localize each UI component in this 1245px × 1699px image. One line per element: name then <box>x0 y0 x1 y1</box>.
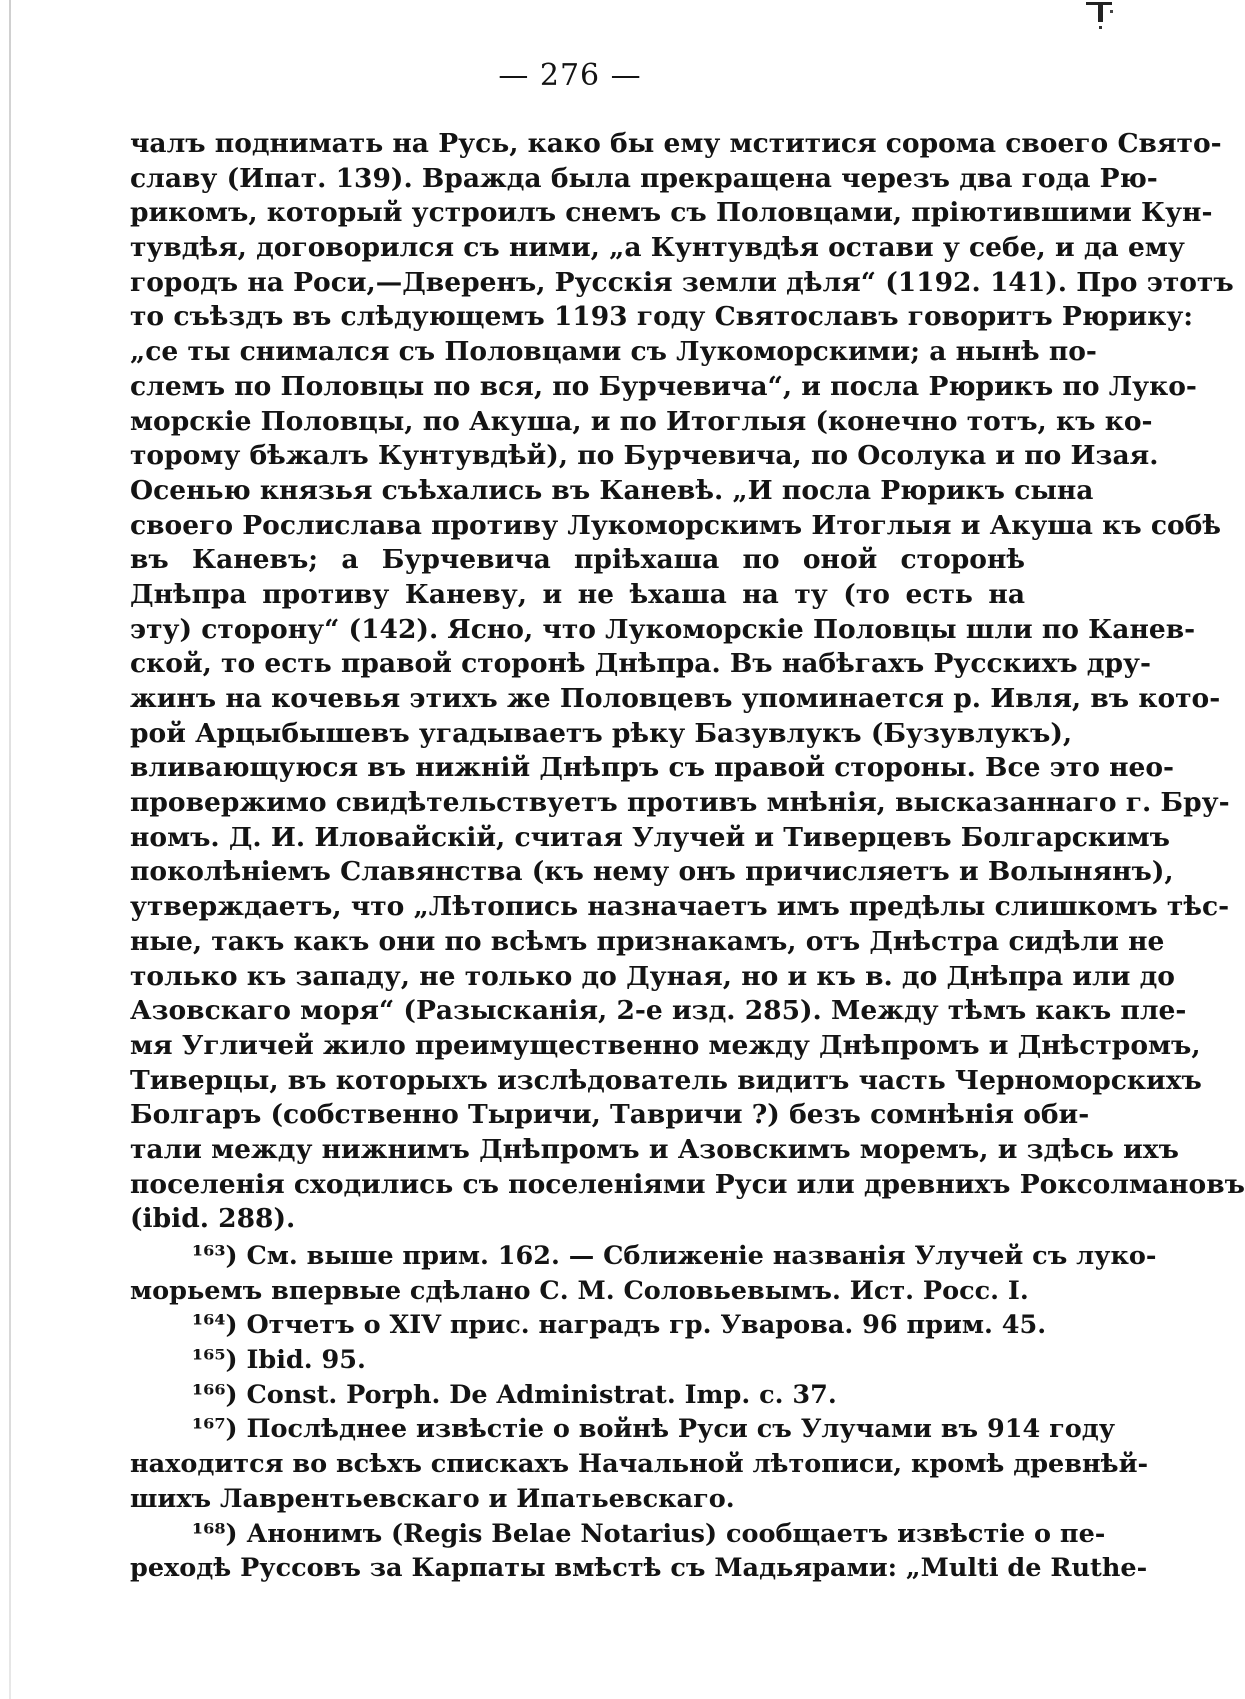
text-line: провержимо свидѣтельствуетъ противъ мнѣнія, высказаннаго г. Бру- <box>130 787 1230 819</box>
text-line: поколѣніемъ Славянства (къ нему онъ причисляетъ и Волынянъ), <box>130 856 1174 888</box>
text-line: слемъ по Половцы по вся, по Бурчевича“, и посла Рюрикъ по Луко- <box>130 370 1197 402</box>
text-line: ской, то есть правой сторонѣ Днѣпра. Въ набѣгахъ Русскихъ дру- <box>130 648 1151 680</box>
text-line: утверждаетъ, что „Лѣтопись назначаетъ имъ предѣлы слишкомъ тѣс- <box>130 891 1230 923</box>
page-number: — 276 — <box>498 58 642 93</box>
text-line: славу (Ипат. 139). Вражда была прекращена черезъ два года Рю- <box>130 162 1158 194</box>
text-line: торому бѣжалъ Кунтувдѣй), по Бурчевича, по Осолука и по Изая. <box>130 440 1159 472</box>
text-line: мя Угличей жило преимущественно между Днѣпромъ и Днѣстромъ, <box>130 1029 1201 1061</box>
text-line: номъ. Д. И. Иловайскій, считая Улучей и Тиверцевъ Болгарскимъ <box>130 821 1171 853</box>
text-line: (ibid. 288). <box>130 1203 296 1235</box>
footnote-line: ¹⁶⁵) Ibid. 95. <box>192 1345 366 1376</box>
footnote-line: ¹⁶⁶) Const. Porph. De Administrat. Imp. c. 37. <box>192 1379 837 1410</box>
footnote-line: ¹⁶⁷) Послѣднее извѣстіе о войнѣ Руси съ Улучами въ 914 году <box>192 1414 1116 1445</box>
text-line: Азовскаго моря“ (Разысканія, 2-е изд. 285). Между тѣмъ какъ пле- <box>130 995 1187 1027</box>
print-corner-mark <box>1080 0 1120 40</box>
footnote-line: ¹⁶⁸) Анонимъ (Regis Belae Notarius) сообщаетъ извѣстіе о пе- <box>192 1518 1106 1549</box>
text-line: Болгаръ (собственно Тыричи, Тавричи ?) безъ сомнѣнія оби- <box>130 1099 1090 1131</box>
text-line: „се ты снимался съ Половцами съ Лукоморскими; а нынѣ по- <box>130 336 1097 368</box>
text-line: чалъ поднимать на Русь, како бы ему мститися сорома своего Свято- <box>130 128 1222 159</box>
text-line: Осенью князья съѣхались въ Каневѣ. „И посла Рюрикъ сына <box>130 474 1094 506</box>
text-line: тали между нижнимъ Днѣпромъ и Азовскимъ моремъ, и здѣсь ихъ <box>130 1133 1179 1165</box>
text-line: Днѣпра противу Каневу, и не ѣхаша на ту (то есть на <box>130 578 1025 610</box>
text-line: вливающуюся въ нижній Днѣпръ съ правой стороны. Все это нео- <box>130 752 1175 784</box>
text-line: Тиверцы, въ которыхъ изслѣдователь видитъ часть Черноморскихъ <box>130 1064 1202 1096</box>
text-line: рой Арцыбышевъ угадываетъ рѣку Базувлукъ (Бузувлукъ), <box>130 717 1073 749</box>
text-line: городъ на Роси,—Дверенъ, Русскія земли дѣля“ (1192. 141). Про этотъ <box>130 266 1234 298</box>
text-line: своего Рослислава противу Лукоморскимъ Итоглыя и Акуша къ собѣ <box>130 509 1221 541</box>
page-edge-shadow <box>9 0 11 1699</box>
footnote-line: ¹⁶⁴) Отчетъ о XIV прис. наградъ гр. Уварова. 96 прим. 45. <box>192 1310 1047 1341</box>
main-text-block <box>130 127 1245 1586</box>
text-line: жинъ на кочевья этихъ же Половцевъ упоминается р. Ивля, въ кото- <box>130 683 1221 714</box>
text-line: поселенія сходились съ поселеніями Руси или древнихъ Роксолмановъ <box>130 1168 1245 1200</box>
text-line: морскіе Половцы, по Акуша, и по Итоглыя (конечно тотъ, къ ко- <box>130 405 1153 437</box>
text-line: въ Каневъ; а Бурчевича пріѣхаша по оной сторонѣ <box>130 544 1025 576</box>
footnote-line: реходѣ Руссовъ за Карпаты вмѣстѣ съ Мадьярами: „Multi de Ruthe- <box>130 1553 1148 1584</box>
text-line: рикомъ, который устроилъ снемъ съ Половцами, пріютившими Кун- <box>130 197 1213 229</box>
footnote-line: ¹⁶³) См. выше прим. 162. — Сближеніе названія Улучей съ луко- <box>192 1241 1157 1271</box>
text-line: ные, такъ какъ они по всѣмъ признакамъ, отъ Днѣстра сидѣли не <box>130 925 1165 957</box>
footnote-line: шихъ Лаврентьевскаго и Ипатьевскаго. <box>130 1483 735 1514</box>
footnote-line: находится во всѣхъ спискахъ Начальной лѣтописи, кромѣ древнѣй- <box>130 1449 1149 1480</box>
text-line: эту) сторону“ (142). Ясно, что Лукоморскіе Половцы шли по Канев- <box>130 613 1196 645</box>
footnote-line: морьемъ впервые сдѣлано С. М. Соловьевымъ. Ист. Росс. I. <box>130 1275 1029 1306</box>
text-line: тувдѣя, договорился съ ними, „а Кунтувдѣя остави у себе, и да ему <box>130 232 1185 264</box>
text-line: только къ западу, не только до Дуная, но и къ в. до Днѣпра или до <box>130 960 1175 992</box>
text-line: то съѣздъ въ слѣдующемъ 1193 году Святославъ говоритъ Рюрику: <box>130 301 1194 333</box>
